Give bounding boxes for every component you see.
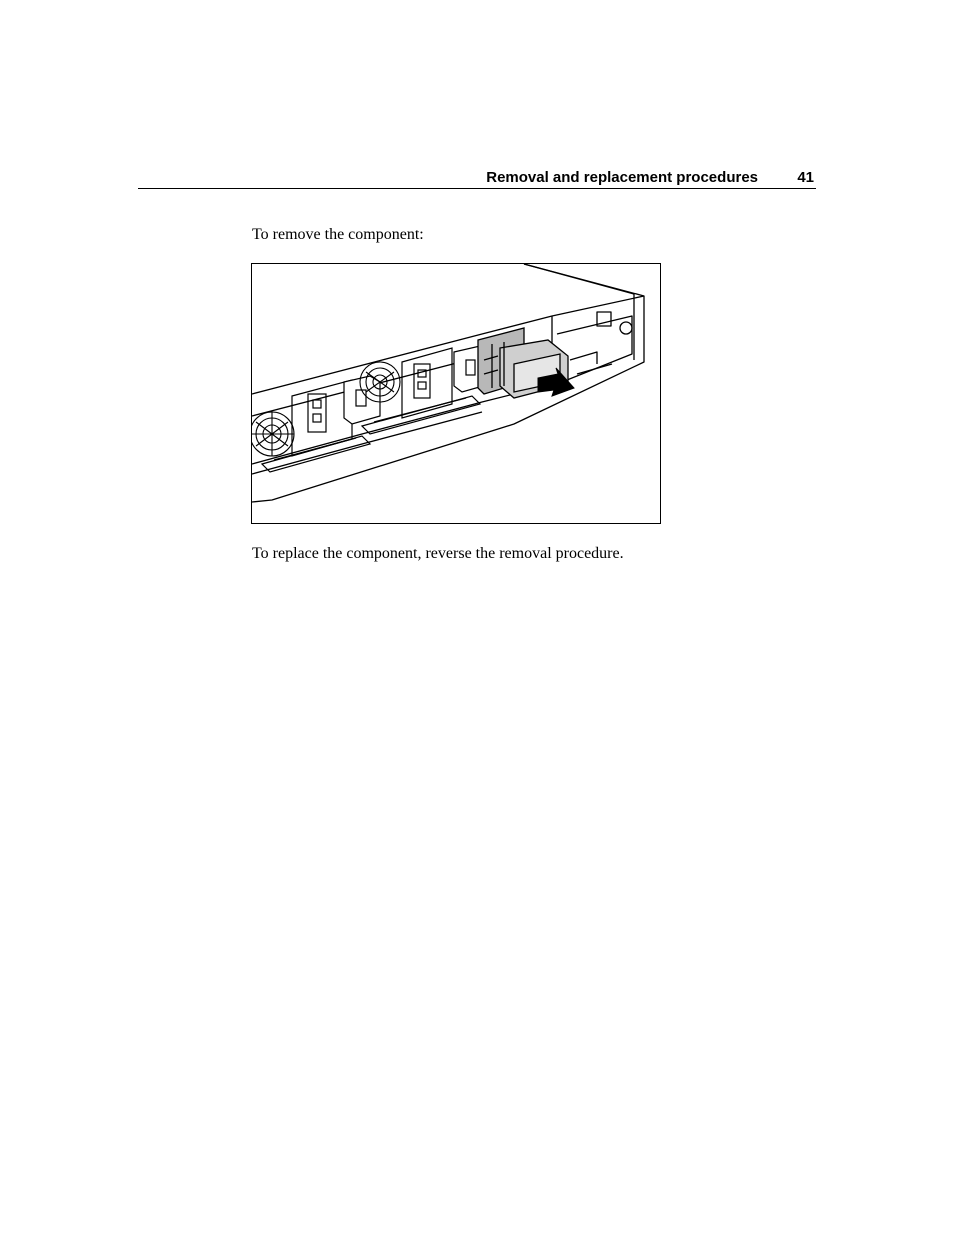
- fan-left: [252, 412, 294, 456]
- section-title: Removal and replacement procedures: [486, 169, 758, 186]
- intro-paragraph: To remove the component:: [252, 226, 424, 243]
- header-rule: [138, 188, 816, 189]
- latch-tab-1: [344, 376, 380, 424]
- fan-middle: [360, 362, 400, 402]
- removal-figure: [251, 263, 661, 524]
- chassis-illustration: [252, 264, 661, 524]
- outro-paragraph: To replace the component, reverse the removal procedure.: [252, 545, 624, 562]
- page-number: 41: [797, 169, 814, 186]
